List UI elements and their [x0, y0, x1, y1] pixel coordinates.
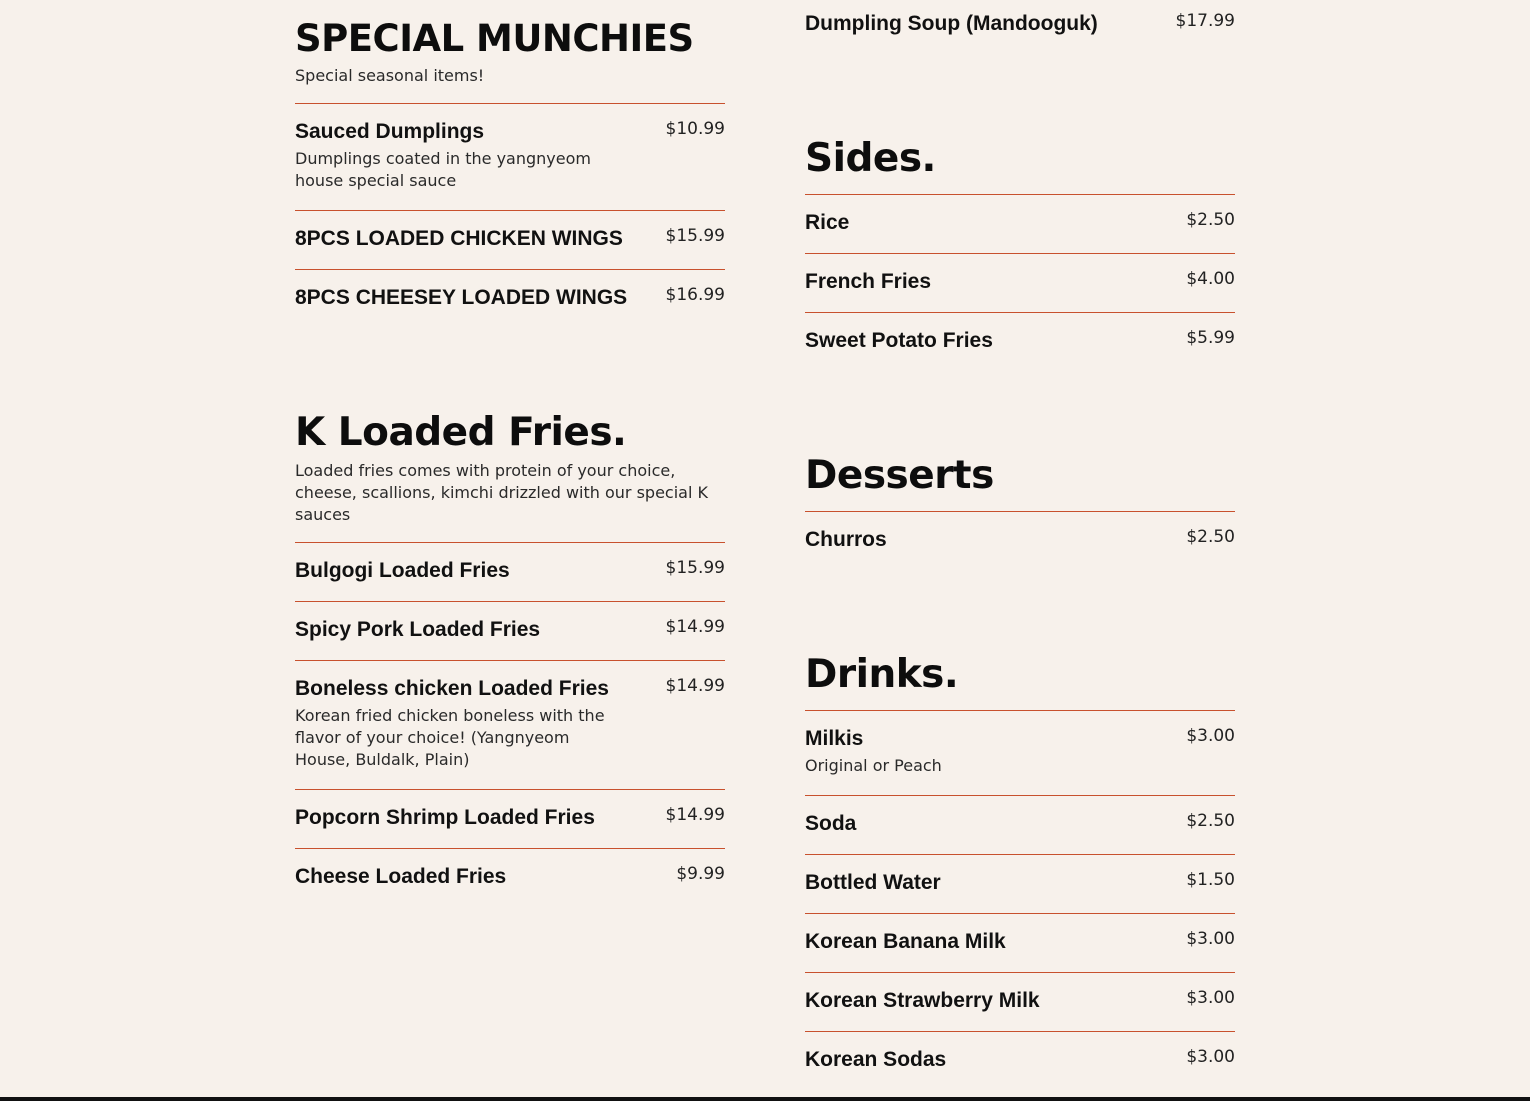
- item-price: $14.99: [665, 617, 725, 637]
- item-name: Bottled Water: [805, 871, 941, 894]
- item-price: $15.99: [665, 226, 725, 246]
- divider: [805, 511, 1235, 512]
- item-name: Dumpling Soup (Mandooguk): [805, 12, 1098, 35]
- section-title: K Loaded Fries.: [295, 410, 627, 455]
- section-title: Desserts: [805, 453, 994, 498]
- item-name: Soda: [805, 812, 857, 835]
- item-name: Popcorn Shrimp Loaded Fries: [295, 806, 595, 829]
- item-price: $2.50: [1186, 210, 1235, 230]
- menu-column-left: [295, 0, 725, 1097]
- item-price: $14.99: [665, 676, 725, 696]
- item-name: Churros: [805, 528, 887, 551]
- item-price: $16.99: [665, 285, 725, 305]
- section-description: Special seasonal items!: [295, 66, 485, 85]
- item-description: Korean fried chicken boneless with the flavor of your choice! (Yangnyeom House, Buldalk, Plain): [295, 706, 605, 769]
- item-name: Korean Strawberry Milk: [805, 989, 1040, 1012]
- item-price: $2.50: [1186, 811, 1235, 831]
- item-name: 8PCS CHEESEY LOADED WINGS: [295, 286, 628, 309]
- section-title: Sides.: [805, 136, 936, 181]
- item-price: $5.99: [1186, 328, 1235, 348]
- divider: [295, 789, 725, 790]
- item-name: Milkis: [805, 727, 864, 750]
- item-name: Spicy Pork Loaded Fries: [295, 618, 541, 641]
- divider: [805, 854, 1235, 855]
- divider: [805, 312, 1235, 313]
- divider: [805, 194, 1235, 195]
- item-price: $1.50: [1186, 870, 1235, 890]
- divider: [805, 795, 1235, 796]
- item-price: $10.99: [665, 119, 725, 139]
- divider: [295, 269, 725, 270]
- divider: [295, 660, 725, 661]
- menu-column-right: [805, 0, 1235, 1097]
- item-name: Bulgogi Loaded Fries: [295, 559, 510, 582]
- divider: [805, 710, 1235, 711]
- item-price: $3.00: [1186, 929, 1235, 949]
- item-description: Dumplings coated in the yangnyeom house special sauce: [295, 149, 591, 190]
- divider: [805, 1031, 1235, 1032]
- item-price: $4.00: [1186, 269, 1235, 289]
- item-name: French Fries: [805, 270, 932, 293]
- divider: [805, 253, 1235, 254]
- item-price: $15.99: [665, 558, 725, 578]
- divider: [295, 103, 725, 104]
- item-name: Boneless chicken Loaded Fries: [295, 677, 609, 700]
- item-price: $14.99: [665, 805, 725, 825]
- item-price: $3.00: [1186, 1047, 1235, 1067]
- item-name: 8PCS LOADED CHICKEN WINGS: [295, 227, 623, 250]
- item-name: Sauced Dumplings: [295, 120, 485, 143]
- item-name: Korean Banana Milk: [805, 930, 1006, 953]
- item-price: $3.00: [1186, 726, 1235, 746]
- item-name: Rice: [805, 211, 850, 234]
- item-price: $3.00: [1186, 988, 1235, 1008]
- divider: [295, 210, 725, 211]
- item-price: $2.50: [1186, 527, 1235, 547]
- section-title: SPECIAL MUNCHIES: [295, 17, 694, 60]
- divider: [295, 542, 725, 543]
- section-description: Loaded fries comes with protein of your choice, cheese, scallions, kimchi drizzled with our special K sauces: [295, 461, 708, 524]
- item-price: $17.99: [1175, 11, 1235, 31]
- page-bottom-border: [0, 1097, 1530, 1101]
- divider: [805, 972, 1235, 973]
- item-name: Cheese Loaded Fries: [295, 865, 507, 888]
- item-name: Korean Sodas: [805, 1048, 947, 1071]
- divider: [295, 601, 725, 602]
- divider: [805, 913, 1235, 914]
- item-name: Sweet Potato Fries: [805, 329, 993, 352]
- section-title: Drinks.: [805, 652, 959, 697]
- item-description: Original or Peach: [805, 756, 942, 775]
- item-price: $9.99: [676, 864, 725, 884]
- divider: [295, 848, 725, 849]
